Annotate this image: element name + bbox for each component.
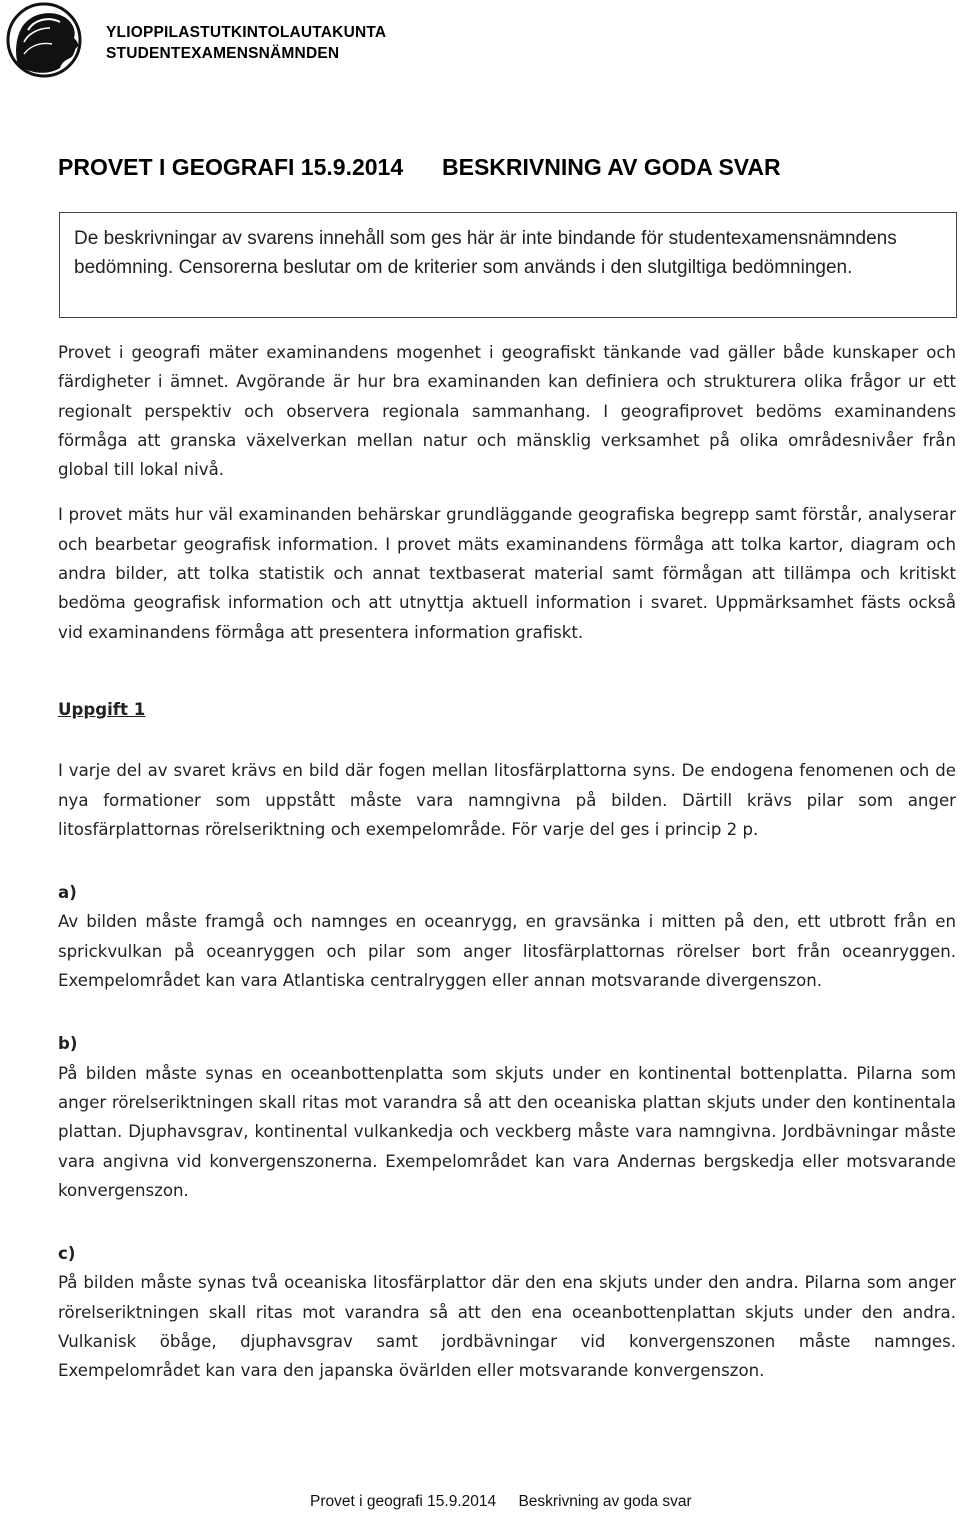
logo-name-swedish: STUDENTEXAMENSNÄMNDEN <box>106 45 340 62</box>
document-body <box>58 338 956 1420</box>
intro-paragraph-2: I provet mäts hur väl examinanden behärskar grundläggande geografiska begrepp samt förstår, analyserar och bearbetar geografisk information. I provet mäts examinandens förmåga att tolka kartor, diagram och andra bilder, att tolka statistik och annat textbaserat material samt förmågan att tillämpa och kritiskt bedöma geografisk information och att utnyttja aktuell information i svaret. Uppmärksamhet fästs också vid examinandens förmåga att presentera information grafiskt. <box>58 505 956 642</box>
logo-name-finnish: YLIOPPILASTUTKINTOLAUTAKUNTA <box>106 24 387 41</box>
disclaimer-box: De beskrivningar av svarens innehåll som ges här är inte bindande för studentexamensnämndens bedömning. Censorerna beslutar om de kriterier som används i den slutgiltiga bedömningen. <box>59 212 957 318</box>
document-subtitle: BESKRIVNING AV GODA SVAR <box>442 154 781 180</box>
part-c-text: På bilden måste synas två oceaniska litosfärplattor där den ena skjuts under den andra. Pilarna som anger rörelseriktningen skall ritas mot varandra så att den ena oceanbottenplattan skjuts under den andra. Vulkanisk öbåge, djuphavsgrav samt jordbävningar vid konvergenszonen måste namnges. Exempelområdet kan vara den japanska övärlden eller motsvarande konvergenszon. <box>58 1273 956 1381</box>
task-1-heading: Uppgift 1 <box>58 699 146 719</box>
institution-logo <box>4 2 387 78</box>
document-header <box>58 154 781 181</box>
exam-title: PROVET I GEOGRAFI 15.9.2014 <box>58 154 404 180</box>
profile-head-emblem-icon <box>4 2 100 78</box>
part-c-label: c) <box>58 1244 76 1264</box>
footer-left: Provet i geografi 15.9.2014 <box>310 1493 497 1510</box>
task-1-intro: I varje del av svaret krävs en bild där fogen mellan litosfärplattorna syns. De endogena fenomenen och de nya formationer som uppstått måste vara namngivna på bilden. Därtill krävs pilar som anger litosfärplattornas rörelseriktning och exempelområde. För varje del ges i princip 2 p. <box>58 761 956 839</box>
page-footer <box>310 1493 692 1511</box>
part-a-label: a) <box>58 883 77 903</box>
part-b-label: b) <box>58 1034 78 1054</box>
footer-right: Beskrivning av goda svar <box>518 1493 692 1510</box>
part-b-text: På bilden måste synas en oceanbottenplatta som skjuts under en kontinental bottenplatta. Pilarna som anger rörelseriktningen skall ritas mot varandra så att den oceaniska plattan skjuts under den kontinentala plattan. Djuphavsgrav, kontinental vulkankedja och veckberg måste vara namngivna. Jordbävningar måste vara angivna vid konvergenszonerna. Exempelområdet kan vara Andernas bergskedja eller motsvarande konvergenszon. <box>58 1063 956 1200</box>
part-a-text: Av bilden måste framgå och namnges en oceanrygg, en gravsänka i mitten på den, ett utbrott från en sprickvulkan på oceanryggen och pilar som anger litosfärplattornas rörelser bort från oceanryggen. Exempelområdet kan vara Atlantiska centralryggen eller annan motsvarande divergenszon. <box>58 912 956 991</box>
intro-paragraph-1: Provet i geografi mäter examinandens mogenhet i geografiskt tänkande vad gäller både kunskaper och färdigheter i ämnet. Avgörande är hur bra examinanden kan definiera och strukturera olika frågor ur ett regionalt perspektiv och observera regionala sammanhang. I geografiprovet bedöms examinandens förmåga att granska växelverkan mellan natur och mänsklig verksamhet på olika områdesnivåer från global till lokal nivå. <box>58 343 956 480</box>
